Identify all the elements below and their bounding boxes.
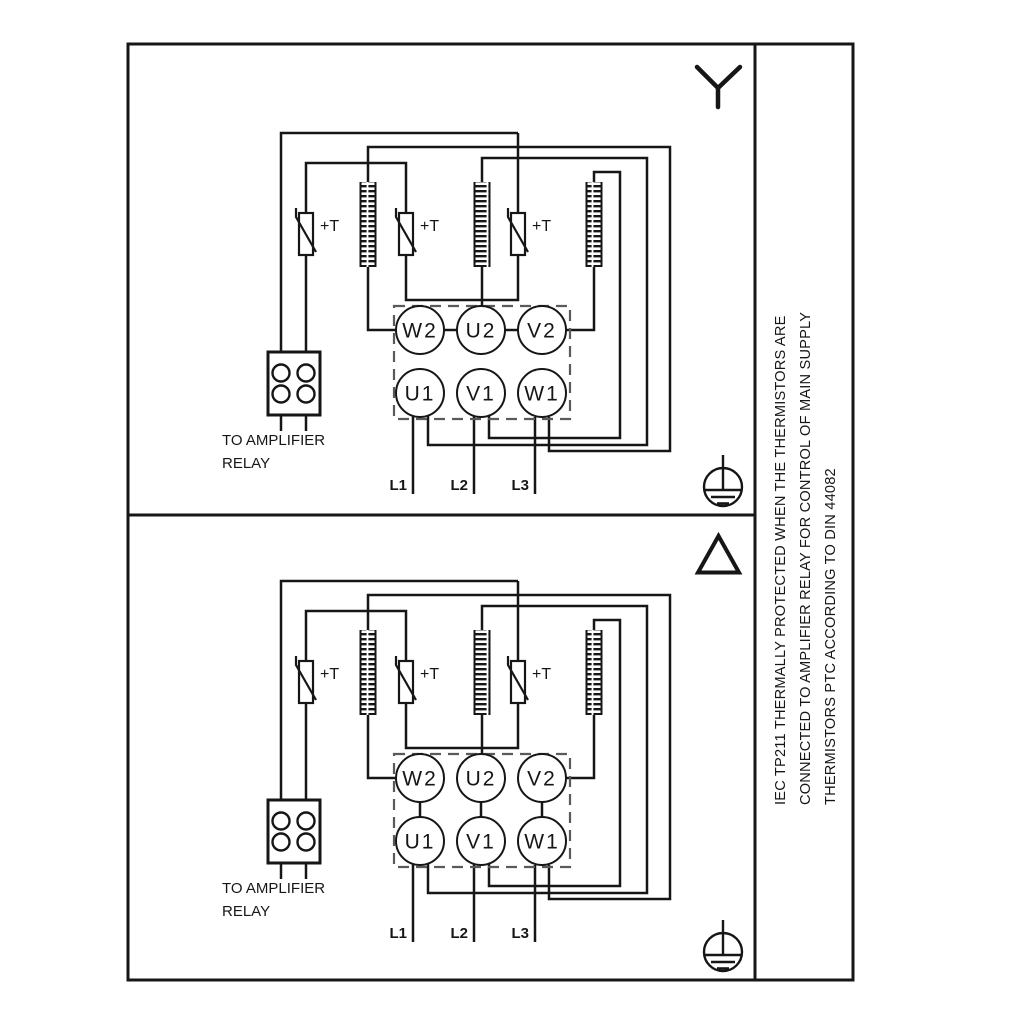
- terminal-V2: [518, 754, 566, 802]
- winding-hatch: [587, 630, 602, 715]
- terminal-label: V1: [466, 830, 496, 854]
- terminal-label: V2: [527, 767, 557, 791]
- thermistor-label: +T: [420, 218, 440, 235]
- terminal-label: W1: [524, 830, 560, 854]
- supply-label: L2: [450, 477, 468, 494]
- relay-terminal: [273, 386, 290, 403]
- ground-icon: [704, 920, 742, 971]
- wire: [306, 163, 406, 213]
- winding-hatch: [475, 630, 490, 715]
- ground-icon: [704, 455, 742, 506]
- relay-terminal: [298, 386, 315, 403]
- winding-hatch: [475, 182, 490, 267]
- terminal-U2: [457, 754, 505, 802]
- thermistor-label: +T: [420, 666, 440, 683]
- relay-box-outline: [268, 352, 320, 415]
- terminal-label: W2: [402, 767, 438, 791]
- relay-terminal: [273, 834, 290, 851]
- relay-terminal: [298, 834, 315, 851]
- relay-box-outline: [268, 800, 320, 863]
- relay-terminal-box: [268, 800, 320, 863]
- winding-hatch: [361, 630, 376, 715]
- terminal-label: U2: [465, 319, 497, 343]
- motor-winding: [361, 630, 376, 715]
- amplifier-note: TO AMPLIFIER: [222, 432, 326, 449]
- terminal-label: U1: [404, 382, 436, 406]
- terminal-U2: [457, 306, 505, 354]
- thermistor-label: +T: [532, 666, 552, 683]
- terminal-W2: [396, 754, 444, 802]
- wire: [306, 611, 406, 661]
- thermistor-label: +T: [320, 666, 340, 683]
- motor-winding: [587, 630, 602, 715]
- supply-label: L3: [511, 925, 529, 942]
- relay-terminal-box: [268, 352, 320, 415]
- thermistor: [296, 656, 339, 703]
- wire: [406, 255, 518, 300]
- terminal-V2: [518, 306, 566, 354]
- thermistor: [396, 656, 439, 703]
- terminal-U1: [396, 369, 444, 417]
- supply-label: L3: [511, 477, 529, 494]
- terminal-W1: [518, 817, 566, 865]
- thermistor-label: +T: [320, 218, 340, 235]
- terminal-U1: [396, 817, 444, 865]
- thermistor: [396, 208, 439, 255]
- star-icon: [697, 67, 740, 107]
- terminal-label: V2: [527, 319, 557, 343]
- terminal-label: U1: [404, 830, 436, 854]
- panel-star-circuit: [222, 133, 670, 494]
- side-note-line: IEC TP211 THERMALLY PROTECTED WHEN THE THERMISTORS ARE: [773, 315, 789, 805]
- terminal-label: W2: [402, 319, 438, 343]
- relay-terminal: [273, 813, 290, 830]
- delta-icon: [698, 536, 739, 573]
- motor-winding: [361, 182, 376, 267]
- thermistor: [508, 208, 551, 255]
- thermistor: [296, 208, 339, 255]
- panel-delta-circuit: [222, 581, 670, 942]
- motor-winding: [475, 630, 490, 715]
- thermistor-label: +T: [532, 218, 552, 235]
- amplifier-note: RELAY: [222, 903, 271, 920]
- motor-winding: [475, 182, 490, 267]
- relay-terminal: [298, 365, 315, 382]
- supply-label: L2: [450, 925, 468, 942]
- motor-winding: [587, 182, 602, 267]
- supply-label: L1: [389, 925, 407, 942]
- wire: [368, 715, 396, 778]
- terminal-V1: [457, 817, 505, 865]
- amplifier-note: RELAY: [222, 455, 271, 472]
- relay-terminal: [273, 365, 290, 382]
- side-note-line: THERMISTORS PTC ACCORDING TO DIN 44082: [823, 468, 839, 805]
- amplifier-note: TO AMPLIFIER: [222, 880, 326, 897]
- winding-hatch: [587, 182, 602, 267]
- terminal-V1: [457, 369, 505, 417]
- relay-terminal: [298, 813, 315, 830]
- wire: [368, 267, 396, 330]
- winding-hatch: [361, 182, 376, 267]
- wire: [406, 703, 518, 748]
- supply-label: L1: [389, 477, 407, 494]
- terminal-label: U2: [465, 767, 497, 791]
- terminal-W1: [518, 369, 566, 417]
- terminal-label: W1: [524, 382, 560, 406]
- side-note: [769, 311, 847, 805]
- terminal-W2: [396, 306, 444, 354]
- terminal-label: V1: [466, 382, 496, 406]
- side-note-line: CONNECTED TO AMPLIFIER RELAY FOR CONTROL OF MAIN SUPPLY: [798, 311, 814, 805]
- thermistor: [508, 656, 551, 703]
